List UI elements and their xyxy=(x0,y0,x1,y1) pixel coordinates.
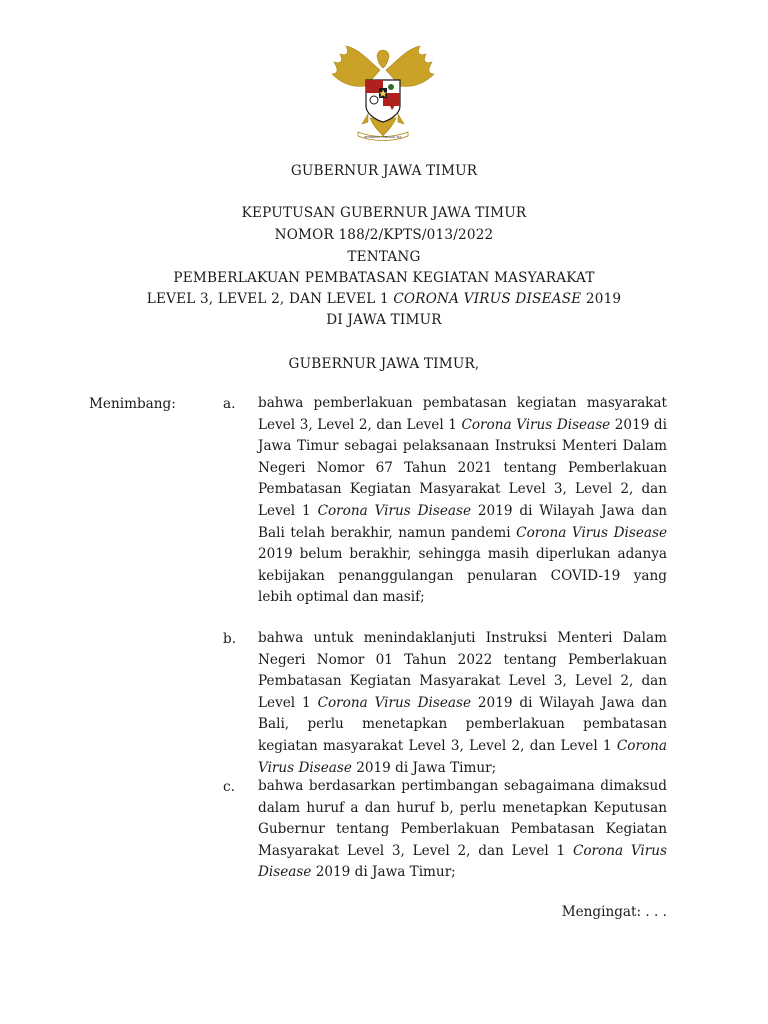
subject-line-1: PEMBERLAKUAN PEMBATASAN KEGIATAN MASYARAKAT xyxy=(173,270,595,286)
item-letter-b: b. xyxy=(223,631,237,647)
governor-heading: GUBERNUR JAWA TIMUR xyxy=(290,163,478,179)
subject-line-3: DI JAWA TIMUR xyxy=(326,312,442,328)
considering-label: Menimbang: xyxy=(89,396,176,412)
about-label: TENTANG xyxy=(347,249,421,265)
considering-item-c: bahwa berdasarkan pertimbangan sebagaimana dimaksud dalam huruf a dan huruf b, perlu menetapkan Keputusan Gubernur tentang Pemberlakuan Pembatasan Kegiatan Masyarakat Level 3, Level 2, dan Level 1 Corona Virus Disease 2019 di Jawa Timur; xyxy=(258,778,668,881)
item-letter-c: c. xyxy=(223,779,235,795)
considering-item-b: bahwa untuk menindaklanjuti Instruksi Menteri Dalam Negeri Nomor 01 Tahun 2022 tentang Pemberlakuan Pembatasan Kegiatan Masyarakat Level 3, Level 2, dan Level 1 Corona Virus Disease 2019 di Wilayah Jawa dan Bali, perlu menetapkan pemberlakuan pembatasan kegiatan masyarakat Level 3, Level 2, dan Level 1 Corona Virus Disease 2019 di Jawa Timur; xyxy=(258,630,667,776)
item-letter-a: a. xyxy=(223,396,236,412)
continuation-marker: Mengingat: . . . xyxy=(561,904,667,920)
motto-text: BHINNEKA TUNGGAL IKA xyxy=(364,135,402,139)
subject-line-2: LEVEL 3, LEVEL 2, DAN LEVEL 1 CORONA VIRUS DISEASE 2019 xyxy=(146,291,622,307)
considering-item-a: bahwa pemberlakuan pembatasan kegiatan masyarakat Level 3, Level 2, dan Level 1 Corona Virus Disease 2019 di Jawa Timur sebagai pelaksanaan Instruksi Menteri Dalam Negeri Nomor 67 Tahun 2021 tentang Pemberlakuan Pembatasan Kegiatan Masyarakat Level 3, Level 2, dan Level 1 Corona Virus Disease 2019 di Wilayah Jawa dan Bali telah berakhir, namun pandemi Corona Virus Disease 2019 belum berakhir, sehingga masih diperlukan adanya kebijakan penanggulangan penularan COVID-19 yang lebih optimal dan masif; xyxy=(258,395,667,606)
decree-number: NOMOR 188/2/KPTS/013/2022 xyxy=(274,227,494,243)
garuda-emblem xyxy=(328,40,438,145)
governor-title: GUBERNUR JAWA TIMUR, xyxy=(288,356,480,372)
decree-title: KEPUTUSAN GUBERNUR JAWA TIMUR xyxy=(241,205,527,221)
